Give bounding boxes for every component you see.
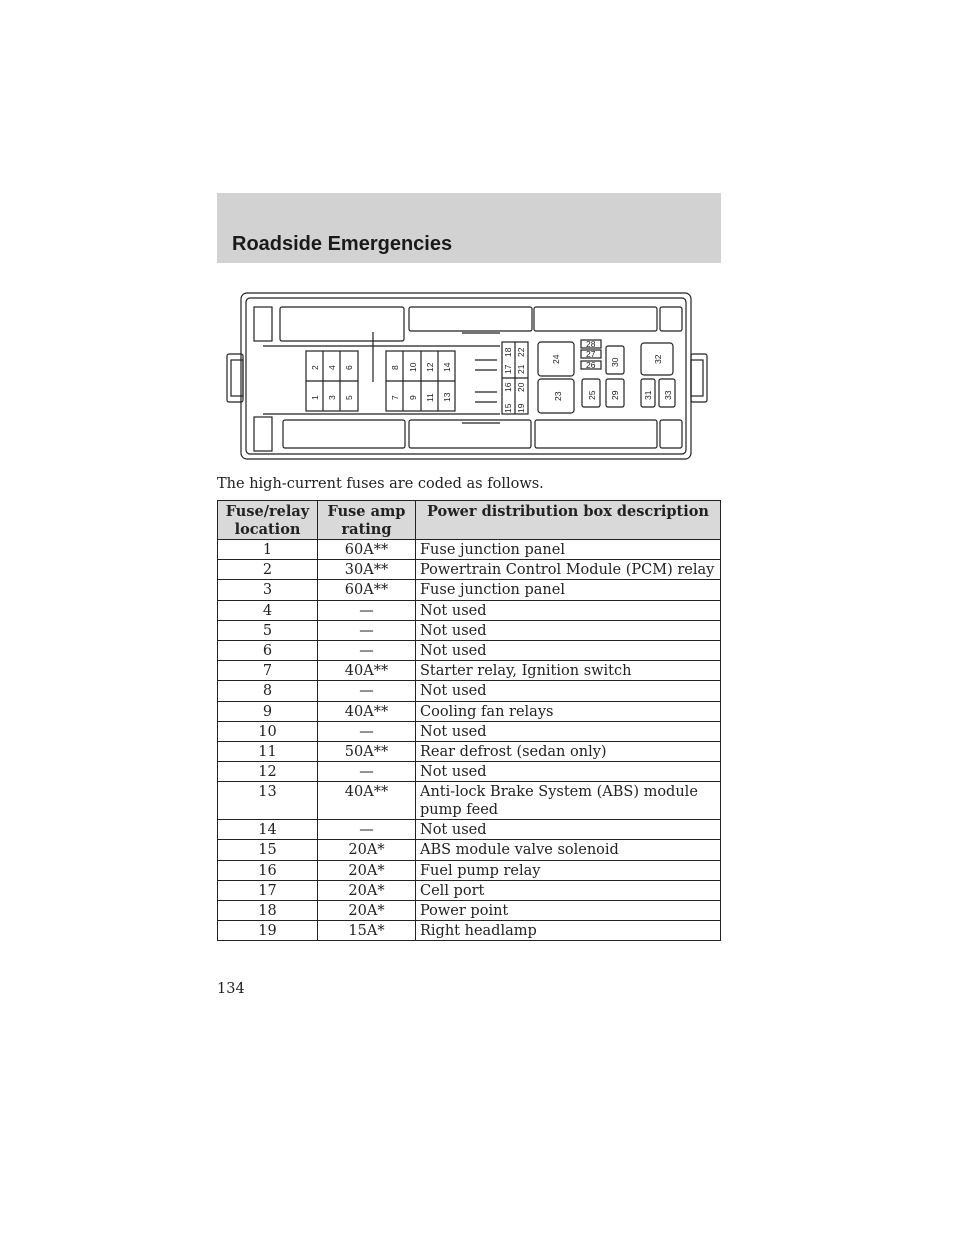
fuse-rating-cell: 60A**: [318, 580, 416, 600]
fuse-label: 18: [503, 347, 513, 357]
fuse-description-cell: Not used: [416, 640, 721, 660]
fuse-location-cell: 5: [218, 620, 318, 640]
power-distribution-box-diagram: [225, 290, 719, 462]
table-row: [218, 620, 721, 640]
fuse-description-cell: Not used: [416, 762, 721, 782]
fuse-label: 6: [344, 365, 354, 370]
fuse-location-cell: 14: [218, 820, 318, 840]
fuse-label: 27: [586, 349, 596, 359]
fuse-location-cell: 6: [218, 640, 318, 660]
fuse-rating-cell: —: [318, 681, 416, 701]
table-row: [218, 782, 721, 820]
fuse-location-cell: 1: [218, 540, 318, 560]
fuse-label: 1: [310, 395, 320, 400]
fuse-label: 14: [442, 362, 452, 372]
fuse-label: 32: [653, 354, 663, 364]
fuse-description-cell: ABS module valve solenoid: [416, 840, 721, 860]
fuse-rating-cell: —: [318, 762, 416, 782]
table-row: [218, 762, 721, 782]
table-row: [218, 580, 721, 600]
fuse-rating-cell: 20A*: [318, 840, 416, 860]
fuse-label: 22: [516, 347, 526, 357]
fuse-label: 31: [643, 390, 653, 400]
fuse-location-cell: 16: [218, 860, 318, 880]
fuse-rating-cell: 15A*: [318, 921, 416, 941]
fuse-rating-cell: 50A**: [318, 741, 416, 761]
table-row: [218, 860, 721, 880]
fuse-label: 17: [503, 364, 513, 374]
fuse-location-cell: 17: [218, 880, 318, 900]
fuse-description-cell: Power point: [416, 901, 721, 921]
fuse-description-cell: Powertrain Control Module (PCM) relay: [416, 560, 721, 580]
fuse-label: 16: [503, 382, 513, 392]
table-row: [218, 921, 721, 941]
fuse-label: 23: [553, 391, 563, 401]
fuse-description-cell: Not used: [416, 681, 721, 701]
fuse-description-cell: Fuse junction panel: [416, 580, 721, 600]
fuse-label: 7: [390, 395, 400, 400]
fuse-label: 33: [663, 390, 673, 400]
page-number: 134: [217, 981, 245, 997]
fuse-label: 19: [516, 403, 526, 413]
fuse-rating-cell: —: [318, 640, 416, 660]
fuse-description-cell: Cell port: [416, 880, 721, 900]
fuse-label: 11: [425, 393, 435, 402]
fuse-label: 12: [425, 362, 435, 372]
fuse-rating-cell: —: [318, 820, 416, 840]
column-header: Power distribution box description: [416, 501, 721, 540]
fuse-location-cell: 19: [218, 921, 318, 941]
fuse-location-cell: 7: [218, 661, 318, 681]
section-header-band: [217, 193, 721, 263]
fuse-rating-cell: —: [318, 620, 416, 640]
fuse-rating-cell: —: [318, 721, 416, 741]
table-row: [218, 681, 721, 701]
table-row: [218, 600, 721, 620]
table-row: [218, 820, 721, 840]
fuse-description-cell: Rear defrost (sedan only): [416, 741, 721, 761]
fuse-label: 4: [327, 365, 337, 370]
fuse-label: 2: [310, 365, 320, 370]
fuse-description-cell: Not used: [416, 620, 721, 640]
table-row: [218, 701, 721, 721]
fuse-description-cell: Starter relay, Ignition switch: [416, 661, 721, 681]
fuse-rating-cell: 20A*: [318, 901, 416, 921]
fuse-rating-cell: 60A**: [318, 540, 416, 560]
fuse-location-cell: 18: [218, 901, 318, 921]
fuse-description-cell: Not used: [416, 820, 721, 840]
fuse-label: 15: [503, 403, 513, 413]
intro-text: The high-current fuses are coded as follows.: [217, 476, 544, 492]
fuse-location-cell: 10: [218, 721, 318, 741]
table-row: [218, 560, 721, 580]
fuse-description-cell: Not used: [416, 721, 721, 741]
fuse-label: 20: [516, 382, 526, 392]
fuse-rating-cell: 40A**: [318, 661, 416, 681]
section-title: Roadside Emergencies: [232, 233, 453, 255]
fuse-label: 13: [442, 392, 452, 402]
fuse-label: 24: [551, 354, 561, 364]
fuse-label: 9: [408, 395, 418, 400]
fuse-label: 3: [327, 395, 337, 400]
fuse-label: 25: [587, 390, 597, 400]
fuse-label: 10: [408, 362, 418, 372]
fuse-label: 21: [516, 364, 526, 374]
table-row: [218, 741, 721, 761]
fuse-location-cell: 8: [218, 681, 318, 701]
table-row: [218, 640, 721, 660]
fuse-rating-cell: —: [318, 600, 416, 620]
fuse-description-cell: Not used: [416, 600, 721, 620]
fuse-description-cell: Right headlamp: [416, 921, 721, 941]
fuse-location-cell: 11: [218, 741, 318, 761]
fuse-rating-cell: 30A**: [318, 560, 416, 580]
fuse-description-cell: Anti-lock Brake System (ABS) module pump feed: [416, 782, 721, 820]
table-header-row: [218, 501, 721, 540]
column-header: Fuse amp rating: [318, 501, 416, 540]
fuse-location-cell: 9: [218, 701, 318, 721]
fuse-description-cell: Fuse junction panel: [416, 540, 721, 560]
fuse-label: 30: [610, 357, 620, 367]
table-row: [218, 901, 721, 921]
fuse-location-cell: 12: [218, 762, 318, 782]
fuse-table: [217, 500, 721, 941]
fuse-label: 28: [586, 339, 596, 349]
fuse-description-cell: Cooling fan relays: [416, 701, 721, 721]
fuse-label: 29: [610, 390, 620, 400]
fuse-location-cell: 4: [218, 600, 318, 620]
fuse-label: 26: [586, 360, 596, 370]
fuse-label: 5: [344, 395, 354, 400]
fuse-rating-cell: 20A*: [318, 860, 416, 880]
fuse-rating-cell: 40A**: [318, 701, 416, 721]
fuse-location-cell: 15: [218, 840, 318, 860]
table-row: [218, 540, 721, 560]
fuse-rating-cell: 20A*: [318, 880, 416, 900]
table-row: [218, 721, 721, 741]
fuse-description-cell: Fuel pump relay: [416, 860, 721, 880]
fuse-location-cell: 13: [218, 782, 318, 820]
fuse-location-cell: 2: [218, 560, 318, 580]
fuse-label: 8: [390, 365, 400, 370]
fuse-location-cell: 3: [218, 580, 318, 600]
table-row: [218, 880, 721, 900]
fuse-rating-cell: 40A**: [318, 782, 416, 820]
table-row: [218, 840, 721, 860]
column-header: Fuse/relay location: [218, 501, 318, 540]
table-row: [218, 661, 721, 681]
